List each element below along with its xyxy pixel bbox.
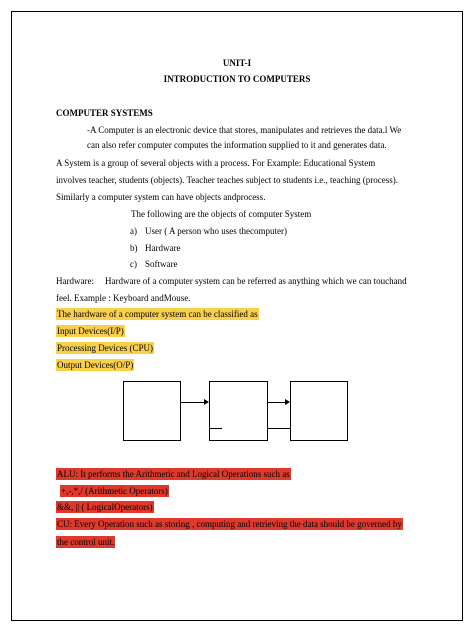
paragraph-line: -A Computer is an electronic device that stores, manipulates and retrieves the data.l We (87, 125, 402, 135)
highlighted-line (56, 308, 259, 320)
arrow-line (181, 402, 204, 403)
paragraph-line: can also refer computer computes the information supplied to it and generates data. (87, 140, 387, 150)
highlighted-text: CU: Every Operation such as storing , computing and retrieving the data should be governed by (57, 519, 402, 529)
list-item: User ( A person who uses thecomputer) (145, 226, 287, 236)
highlighted-text: ALU: It performs the Arithmetic and Logical Operations such as (57, 469, 290, 479)
highlighted-line (56, 536, 115, 548)
arrow-head (204, 399, 209, 405)
objects-intro: The following are the objects of computer System (131, 209, 312, 219)
paragraph-line: feel. Example : Keyboard andMouse. (56, 293, 191, 303)
output-box (290, 381, 348, 441)
list-marker: a) (130, 226, 137, 236)
connector-line (268, 428, 290, 429)
arrow-head (285, 399, 290, 405)
unit-heading: UNIT-I (222, 58, 252, 68)
section-heading: COMPUTER SYSTEMS (56, 108, 153, 118)
highlighted-text: the control unit. (57, 537, 115, 547)
input-box (123, 381, 181, 441)
highlighted-text: Output Devices(O/P) (57, 360, 134, 370)
processing-box (209, 381, 268, 441)
arrow-line (268, 402, 285, 403)
highlighted-text: Input Devices(I/P) (57, 326, 124, 336)
page-title: INTRODUCTION TO COMPUTERS (163, 74, 311, 84)
list-marker: c) (130, 259, 137, 269)
list-marker: b) (130, 243, 138, 253)
highlighted-line (56, 518, 403, 530)
highlighted-text: Processing Devices (CPU) (57, 343, 153, 353)
list-item: Hardware (145, 243, 181, 253)
hardware-label: Hardware: (56, 276, 94, 286)
paragraph-line: A System is a group of several objects with a process. For Example: Educational System (56, 158, 376, 168)
paragraph-line: Hardware of a computer system can be referred as anything which we can touchand (105, 276, 407, 286)
document-page (11, 11, 463, 621)
highlighted-text: The hardware of a computer system can be classified as (57, 309, 258, 319)
highlighted-line (56, 501, 154, 513)
connector-line (209, 428, 222, 429)
list-item: Software (145, 259, 178, 269)
highlighted-line (56, 325, 125, 337)
highlighted-text: &&, || ( LogicalOperators) (57, 502, 153, 512)
highlighted-text: +,-,*,/ (Arithmetic Operators) (61, 486, 168, 496)
highlighted-line (60, 485, 169, 497)
highlighted-line (56, 342, 154, 354)
highlighted-line (56, 359, 134, 371)
paragraph-line: Similarly a computer system can have objects andprocess. (56, 192, 266, 202)
highlighted-line (56, 468, 291, 480)
paragraph-line: involves teacher, students (objects). Teacher teaches subject to students i.e., teaching (process). (56, 175, 398, 185)
